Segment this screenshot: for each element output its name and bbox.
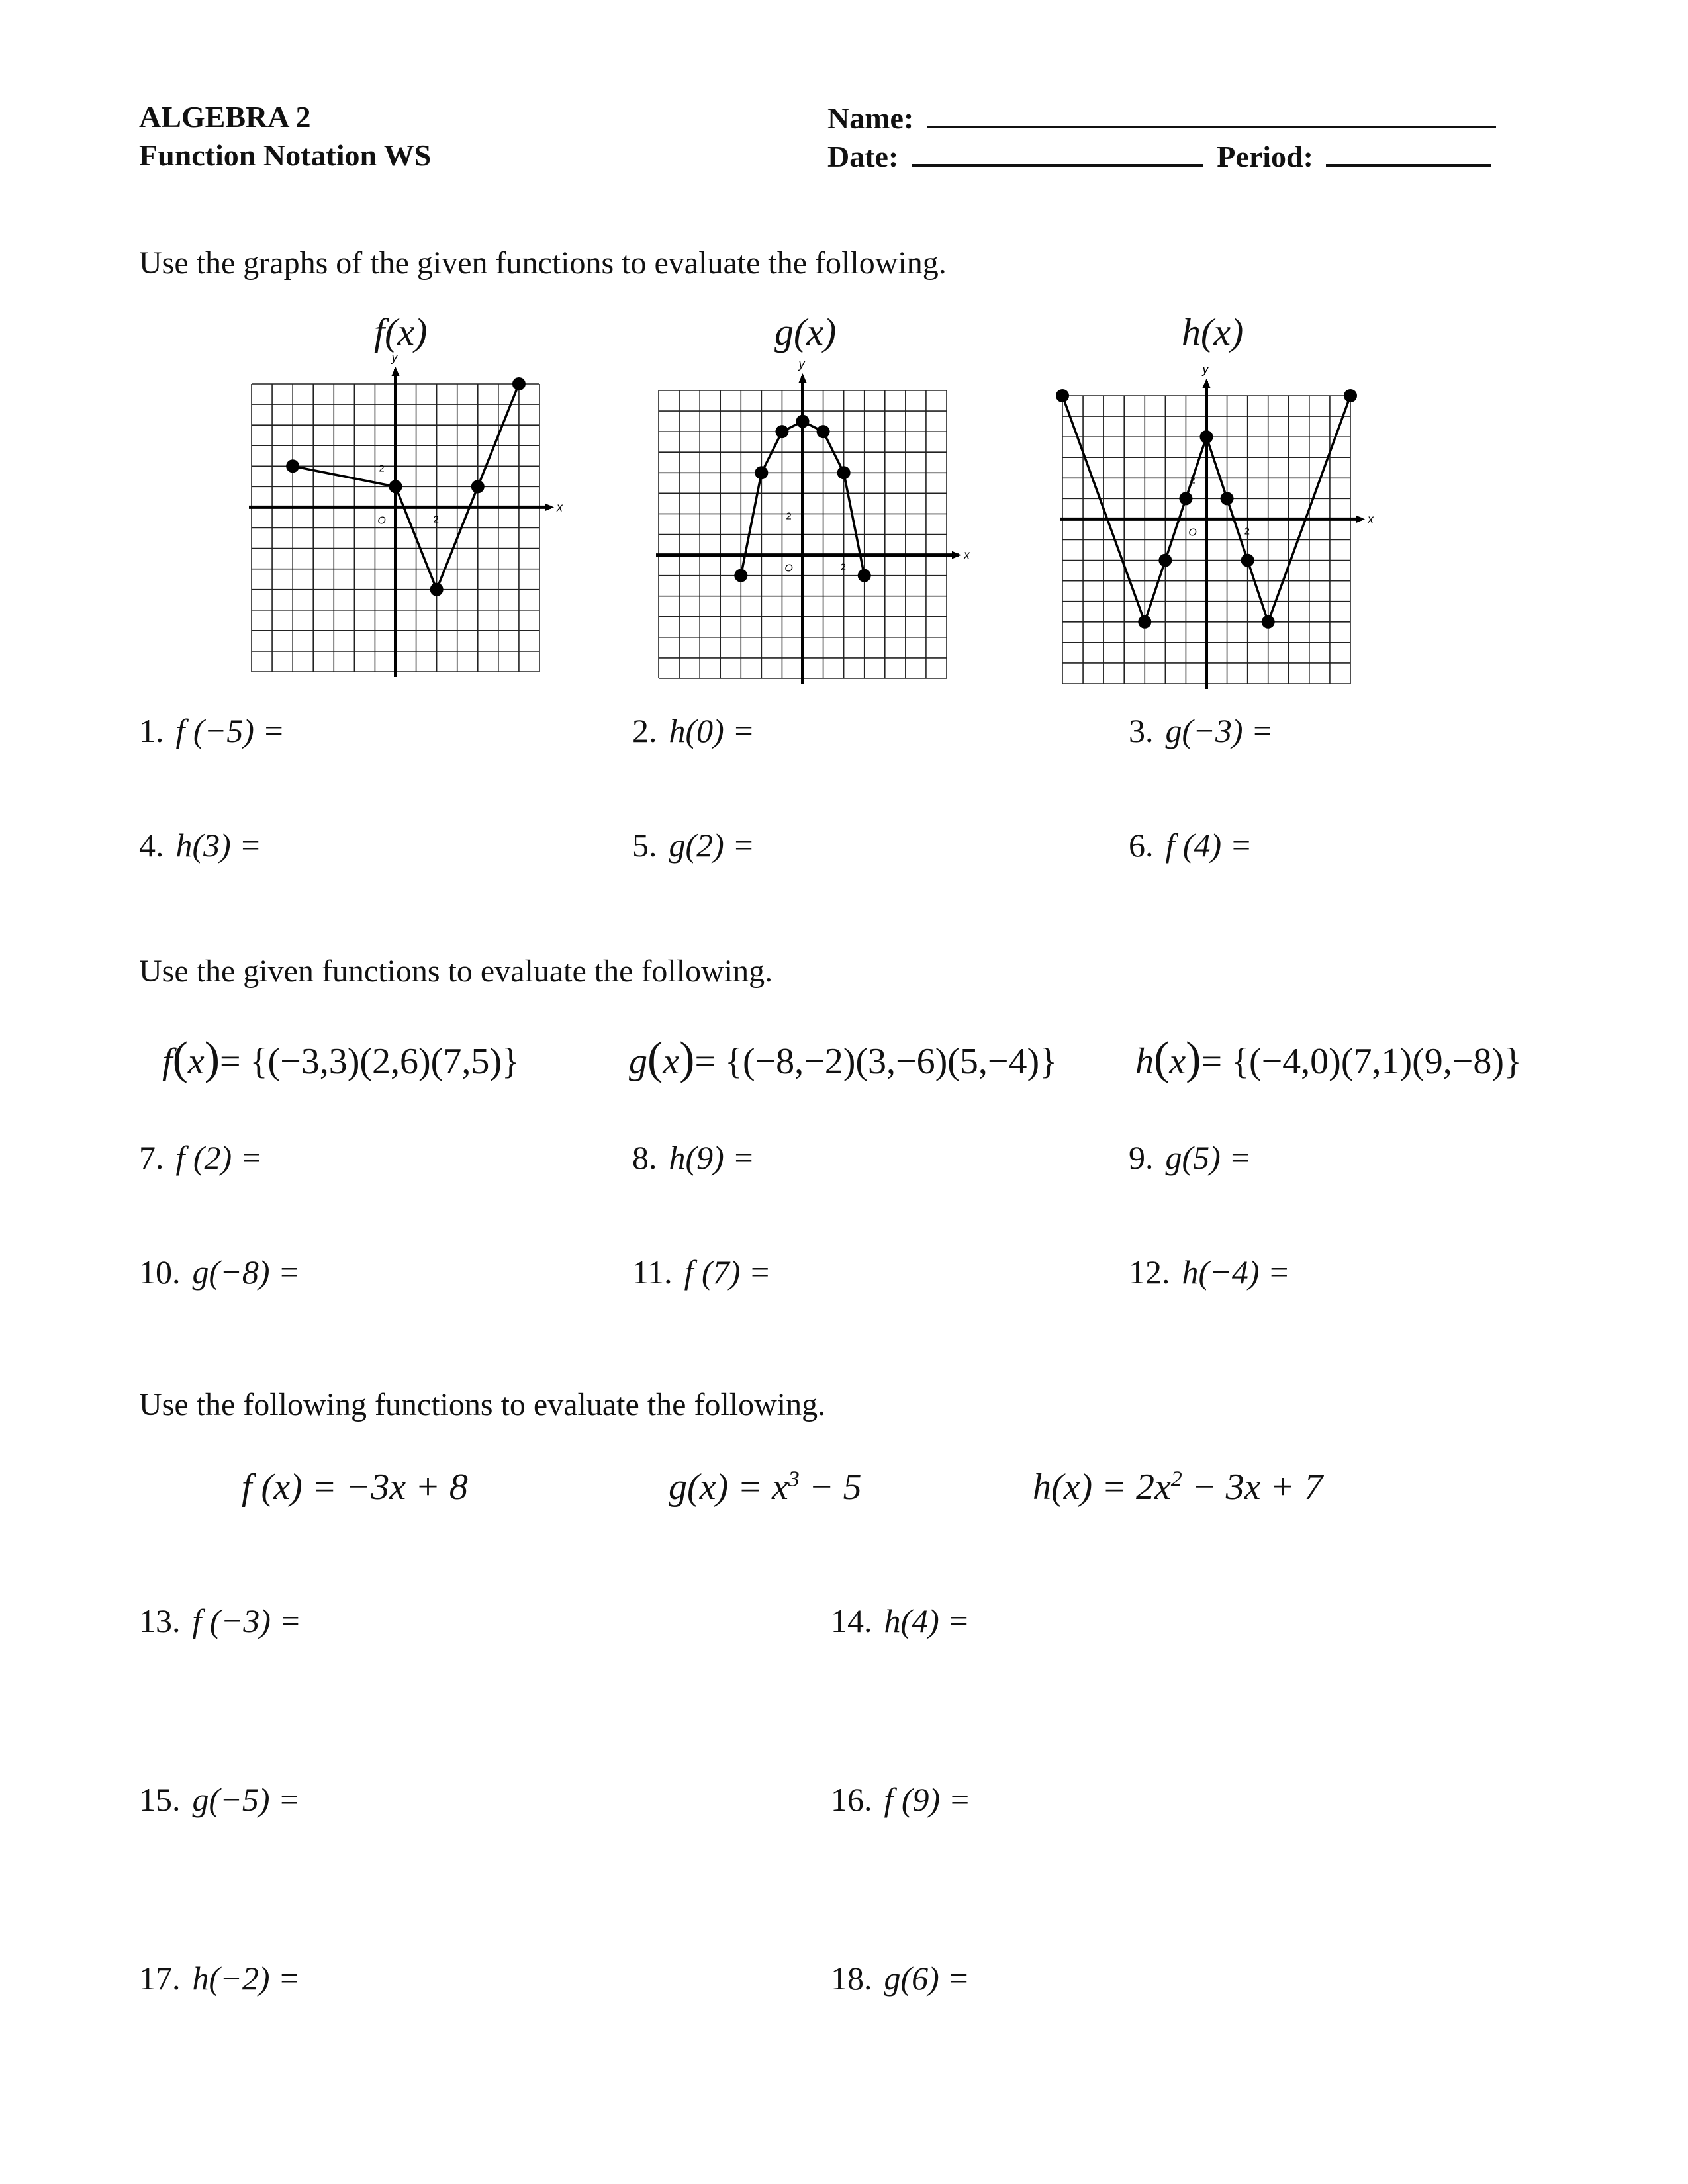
- problem-expression: g(5) =: [1165, 1139, 1252, 1176]
- problem-number: 7.: [139, 1139, 164, 1176]
- y-tick-label: 2: [379, 463, 385, 475]
- problem-expression: g(−8) =: [192, 1253, 301, 1291]
- data-point: [1221, 492, 1234, 505]
- problem-2: [632, 711, 755, 750]
- problem-expression: g(2) =: [669, 827, 755, 864]
- course-title: ALGEBRA 2: [139, 100, 311, 134]
- data-point: [471, 480, 485, 493]
- problem-number: 5.: [632, 827, 657, 864]
- function-name: g: [629, 1041, 647, 1082]
- problem-expression: f (4) =: [1165, 827, 1252, 864]
- date-field[interactable]: [827, 138, 1491, 174]
- function-definition: = {(−3,3)(2,6)(7,5)}: [220, 1041, 520, 1082]
- origin-label: O: [784, 563, 793, 574]
- problem-number: 4.: [139, 827, 164, 864]
- data-point: [430, 583, 444, 596]
- problem-number: 18.: [831, 1960, 872, 1997]
- problem-10: [139, 1253, 301, 1291]
- problem-expression: f (7) =: [684, 1253, 771, 1291]
- problem-number: 9.: [1129, 1139, 1154, 1176]
- problem-number: 10.: [139, 1253, 181, 1291]
- problem-5: [632, 826, 755, 864]
- name-field[interactable]: [827, 99, 1496, 136]
- worksheet-title: Function Notation WS: [139, 138, 432, 172]
- name-label: Name:: [827, 101, 914, 135]
- problem-expression: h(0) =: [669, 712, 755, 749]
- period-blank[interactable]: [1326, 138, 1491, 167]
- function-name: h: [1135, 1041, 1154, 1082]
- problem-expression: f (9) =: [884, 1781, 971, 1818]
- problem-1: [139, 711, 285, 750]
- problem-expression: g(−3) =: [1165, 712, 1274, 749]
- data-point: [512, 377, 526, 390]
- formula-h: [1033, 1466, 1323, 1508]
- data-point: [837, 466, 851, 479]
- set-function-g: g(x)= {(−8,−2)(3,−6)(5,−4)}: [629, 1033, 1058, 1084]
- problem-14: [831, 1602, 970, 1640]
- problem-expression: h(4) =: [884, 1602, 970, 1639]
- problem-number: 2.: [632, 712, 657, 749]
- problem-expression: g(6) =: [884, 1960, 970, 1997]
- problem-4: [139, 826, 261, 864]
- problem-number: 13.: [139, 1602, 181, 1639]
- problem-11: [632, 1253, 771, 1291]
- function-definition: = {(−4,0)(7,1)(9,−8)}: [1201, 1041, 1522, 1082]
- x-axis-label: x: [964, 548, 970, 562]
- problem-13: [139, 1602, 301, 1640]
- data-point: [1138, 615, 1151, 629]
- data-point: [1056, 389, 1069, 402]
- formula-g-tail: − 5: [799, 1467, 862, 1508]
- problem-12: [1129, 1253, 1290, 1291]
- section-2-instruction: Use the given functions to evaluate the following.: [139, 954, 773, 989]
- problem-expression: h(−4) =: [1182, 1253, 1290, 1291]
- problem-number: 15.: [139, 1781, 181, 1818]
- graph-g: [659, 357, 970, 678]
- problem-expression: h(9) =: [669, 1139, 755, 1176]
- formula-h-tail: − 3x + 7: [1182, 1467, 1323, 1508]
- y-axis-arrow: [1203, 379, 1211, 388]
- problem-number: 14.: [831, 1602, 872, 1639]
- problem-expression: f (−3) =: [192, 1602, 302, 1639]
- y-axis-label: y: [391, 351, 398, 364]
- problem-number: 1.: [139, 712, 164, 749]
- graph-f: [252, 351, 563, 672]
- problem-3: [1129, 711, 1274, 750]
- data-point: [817, 425, 830, 438]
- data-point: [1200, 430, 1213, 443]
- data-point: [755, 466, 768, 479]
- formula-h-exponent: 2: [1170, 1467, 1182, 1492]
- data-point: [796, 415, 810, 428]
- y-axis-label: y: [798, 357, 805, 371]
- graph-h: [1062, 363, 1374, 684]
- name-blank[interactable]: [927, 99, 1496, 128]
- y-axis-arrow: [392, 367, 400, 376]
- y-axis-arrow: [799, 373, 807, 383]
- problem-expression: h(−2) =: [192, 1960, 301, 1997]
- data-point: [286, 459, 299, 473]
- origin-label: O: [377, 515, 386, 527]
- data-point: [858, 569, 871, 582]
- problem-number: 11.: [632, 1253, 673, 1291]
- x-axis-label: x: [1368, 512, 1374, 526]
- problem-number: 3.: [1129, 712, 1154, 749]
- problem-expression: g(−5) =: [192, 1781, 301, 1818]
- problem-expression: f (2) =: [175, 1139, 263, 1176]
- data-point: [389, 480, 402, 493]
- y-tick-label: 2: [786, 510, 792, 522]
- date-label: Date:: [827, 140, 899, 173]
- formula-g-exponent: 3: [788, 1467, 800, 1492]
- x-axis-arrow: [545, 503, 554, 511]
- problem-expression: f (−5) =: [175, 712, 285, 749]
- graph-f-title: f(x): [374, 310, 428, 353]
- function-variable: x: [1169, 1041, 1186, 1082]
- function-variable: x: [663, 1041, 680, 1082]
- problem-17: [139, 1959, 301, 1997]
- y-tick-label: 2: [1190, 475, 1196, 486]
- graph-h-title: h(x): [1182, 310, 1244, 353]
- x-axis-arrow: [952, 551, 961, 559]
- set-function-f: f(x)= {(−3,3)(2,6)(7,5)}: [162, 1033, 520, 1084]
- problem-number: 17.: [139, 1960, 181, 1997]
- data-point: [775, 425, 788, 438]
- data-point: [1241, 554, 1254, 567]
- problem-18: [831, 1959, 970, 1997]
- y-axis-label: y: [1202, 363, 1209, 376]
- section-3-instruction: Use the following functions to evaluate the following.: [139, 1387, 826, 1422]
- problem-8: [632, 1138, 755, 1177]
- set-function-h: h(x)= {(−4,0)(7,1)(9,−8)}: [1135, 1033, 1522, 1084]
- problem-16: [831, 1780, 970, 1819]
- origin-label: O: [1188, 527, 1197, 539]
- function-variable: x: [187, 1041, 205, 1082]
- x-axis-label: x: [557, 500, 563, 514]
- x-tick-label: 2: [840, 561, 846, 573]
- data-point: [1179, 492, 1192, 505]
- date-blank[interactable]: [912, 138, 1203, 167]
- problem-number: 16.: [831, 1781, 872, 1818]
- formula-g: [669, 1466, 862, 1508]
- formula-h-base: h(x) = 2x: [1033, 1467, 1171, 1508]
- problem-7: [139, 1138, 262, 1177]
- data-point: [1344, 389, 1357, 402]
- data-point: [1262, 615, 1275, 629]
- problem-number: 6.: [1129, 827, 1154, 864]
- formula-f: f (x) = −3x + 8: [242, 1467, 468, 1508]
- period-label: Period:: [1217, 140, 1313, 173]
- x-tick-label: 2: [433, 514, 439, 525]
- section-1-instruction: Use the graphs of the given functions to evaluate the following.: [139, 246, 947, 281]
- problem-number: 8.: [632, 1139, 657, 1176]
- problem-15: [139, 1780, 301, 1819]
- x-axis-arrow: [1356, 515, 1365, 523]
- function-name: f: [162, 1041, 173, 1082]
- function-definition: = {(−8,−2)(3,−6)(5,−4)}: [694, 1041, 1058, 1082]
- graph-g-title: g(x): [774, 310, 837, 353]
- x-tick-label: 2: [1244, 525, 1250, 537]
- data-point: [734, 569, 747, 582]
- data-point: [1158, 554, 1172, 567]
- problem-expression: h(3) =: [175, 827, 262, 864]
- problem-number: 12.: [1129, 1253, 1170, 1291]
- formula-g-base: g(x) = x: [669, 1467, 788, 1508]
- problem-6: [1129, 826, 1252, 864]
- problem-9: [1129, 1138, 1251, 1177]
